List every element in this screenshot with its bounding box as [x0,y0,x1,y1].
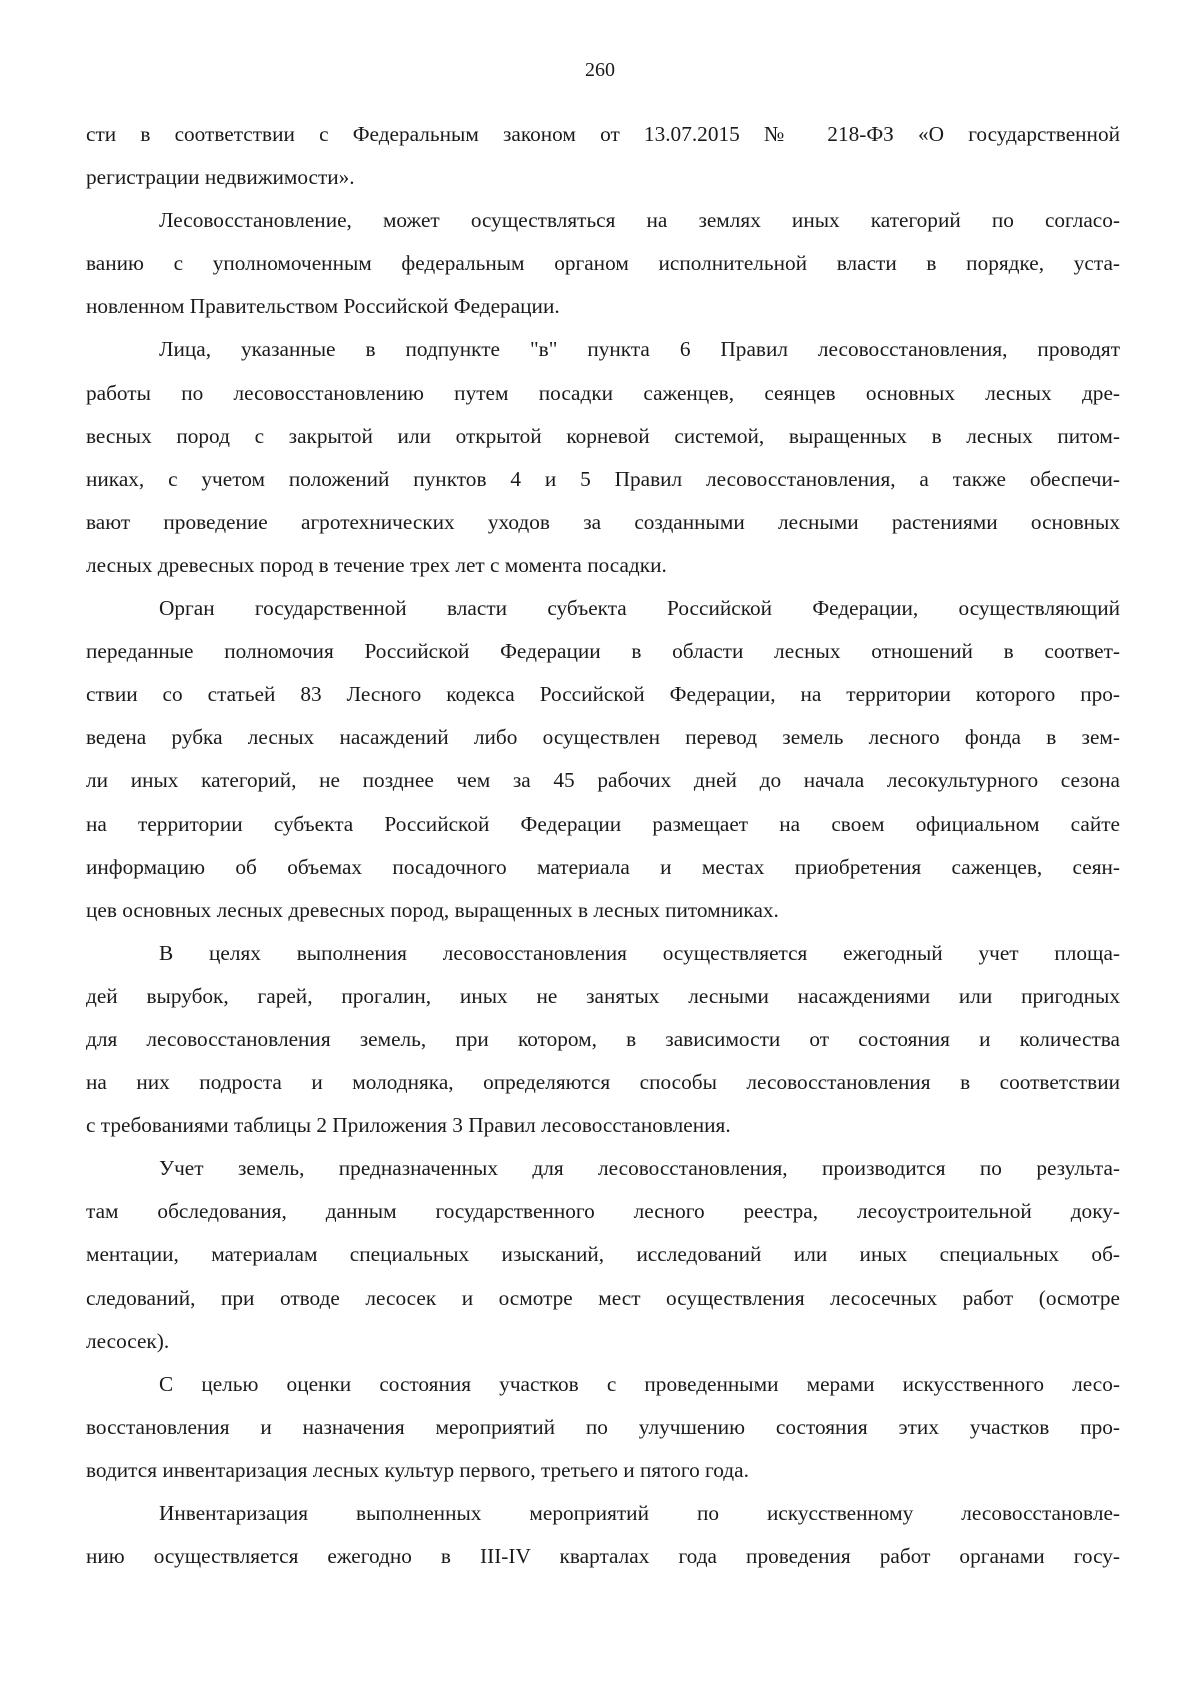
paragraph [86,113,1120,199]
text-line: для лесовосстановления земель, при котором, в зависимости от состояния и количества [86,1026,1120,1051]
document-body [86,113,1120,1578]
paragraph [86,932,1120,1147]
text-line: сти в соответствии с Федеральным законом от 13.07.2015 № 218-ФЗ «О государственной [86,122,1120,146]
text-line: ли иных категорий, не позднее чем за 45 рабочих дней до начала лесокультурного сезона [86,768,1120,793]
text-line: цев основных лесных древесных пород, выращенных в лесных питомниках. [86,897,779,922]
text-line: следований, при отводе лесосек и осмотре мест осуществления лесосечных работ (осмотре [86,1285,1120,1310]
paragraph [86,1363,1120,1492]
text-line: дей вырубок, гарей, прогалин, иных не занятых лесными насаждениями или пригодных [86,983,1120,1008]
text-line: С целью оценки состояния участков с проведенными мерами искусственного лесо- [159,1371,1120,1396]
text-line: ментации, материалам специальных изысканий, исследований или иных специальных об- [86,1242,1120,1267]
paragraph [86,1147,1120,1362]
paragraph [86,328,1120,587]
page-number: 260 [585,59,615,81]
text-line: ведена рубка лесных насаждений либо осуществлен перевод земель лесного фонда в зем- [86,725,1120,750]
text-line: водится инвентаризация лесных культур первого, третьего и пятого года. [86,1457,749,1482]
text-line: с требованиями таблицы 2 Приложения 3 Правил лесовосстановления. [86,1113,731,1138]
text-line: вают проведение агротехнических уходов за созданными лесными растениями основных [86,509,1120,534]
text-line: регистрации недвижимости». [86,165,355,190]
text-line: Инвентаризация выполненных мероприятий по искусственному лесовосстановле- [159,1501,1120,1525]
text-line: переданные полномочия Российской Федерации в области лесных отношений в соответ- [86,639,1120,664]
text-line: ствии со статьей 83 Лесного кодекса Российской Федерации, на территории которого про- [86,682,1120,707]
paragraph [86,1492,1120,1578]
text-line: лесных древесных пород в течение трех лет с момента посадки. [86,552,667,577]
text-line: нию осуществляется ежегодно в III-IV кварталах года проведения работ органами госу- [86,1544,1120,1569]
text-line: работы по лесовосстановлению путем посадки саженцев, сеянцев основных лесных дре- [86,380,1120,405]
text-line: Орган государственной власти субъекта Российской Федерации, осуществляющий [159,596,1120,621]
paragraph [86,587,1120,932]
text-line: ванию с уполномоченным федеральным органом исполнительной власти в порядке, уста- [86,251,1120,276]
text-line: Учет земель, предназначенных для лесовосстановления, производится по результа- [159,1156,1120,1181]
text-line: там обследования, данным государственного лесного реестра, лесоустроительной доку- [86,1199,1120,1224]
text-line: Лица, указанные в подпункте "в" пункта 6 Правил лесовосстановления, проводят [159,337,1120,362]
text-line: новленном Правительством Российской Федерации. [86,294,560,319]
text-line: лесосек). [86,1328,170,1353]
text-line: восстановления и назначения мероприятий по улучшению состояния этих участков про- [86,1414,1120,1439]
text-line: на них подроста и молодняка, определяются способы лесовосстановления в соответствии [86,1070,1120,1095]
paragraph [86,199,1120,328]
text-line: Лесовосстановление, может осуществляться на землях иных категорий по согласо- [159,208,1120,233]
text-line: информацию об объемах посадочного материала и местах приобретения саженцев, сеян- [86,854,1120,879]
text-line: весных пород с закрытой или открытой корневой системой, выращенных в лесных питом- [86,423,1120,448]
text-line: на территории субъекта Российской Федерации размещает на своем официальном сайте [86,811,1120,836]
text-line: В целях выполнения лесовосстановления осуществляется ежегодный учет площа- [159,940,1120,965]
text-line: никах, с учетом положений пунктов 4 и 5 Правил лесовосстановления, а также обеспечи- [86,466,1120,491]
